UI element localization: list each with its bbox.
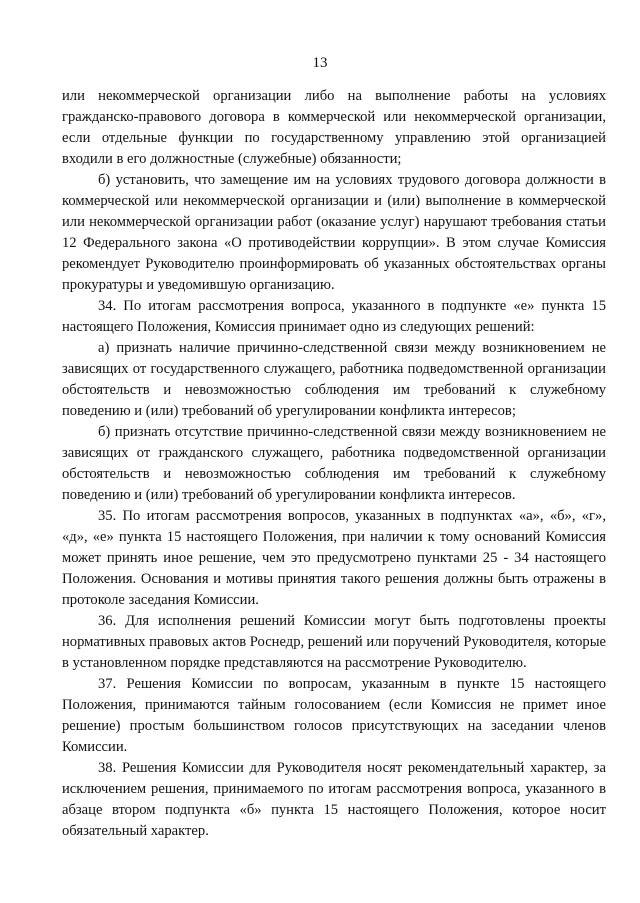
paragraph-item-37: 37. Решения Комиссии по вопросам, указанным в пункте 15 настоящего Положения, принимаются тайным голосованием (если Комиссия не примет иное решение) простым большинством голосов присутствующих на заседании членов Комиссии. [62, 676, 606, 755]
paragraph-subitem-b: б) установить, что замещение им на условиях трудового договора должности в коммерческой или некоммерческой организации и (или) выполнение в коммерческой или некоммерческой организации работ (оказание услуг) нарушают требования статьи 12 Федерального закона «О противодействии коррупции». В этом случае Комиссия рекомендует Руководителю проинформировать об указанных обстоятельствах органы прокуратуры и уведомившую организацию. [62, 172, 606, 293]
paragraph-item-35: 35. По итогам рассмотрения вопросов, указанных в подпунктах «а», «б», «г», «д», «е» пункта 15 настоящего Положения, при наличии к тому оснований Комиссия может принять иное решение, чем это предусмотрено пунктами 25 - 34 настоящего Положения. Основания и мотивы принятия такого решения должны быть отражены в протоколе заседания Комиссии. [62, 508, 606, 608]
paragraph-item-34-a: а) признать наличие причинно-следственной связи между возникновением не зависящих от государственного служащего, работника подведомственной организации обстоятельств и невозможностью соблюдения им требований к служебному поведению и (или) требований об урегулировании конфликта интересов; [62, 340, 606, 419]
document-body [62, 86, 606, 842]
paragraph-item-36: 36. Для исполнения решений Комиссии могут быть подготовлены проекты нормативных правовых актов Роснедр, решений или поручений Руководителя, которые в установленном порядке представляются на рассмотрение Руководителю. [62, 613, 606, 671]
paragraph-item-38: 38. Решения Комиссии для Руководителя носят рекомендательный характер, за исключением решения, принимаемого по итогам рассмотрения вопроса, указанного в абзаце втором подпункта «б» пункта 15 настоящего Положения, которое носит обязательный характер. [62, 760, 606, 839]
paragraph-item-34: 34. По итогам рассмотрения вопроса, указанного в подпункте «е» пункта 15 настоящего Положения, Комиссия принимает одно из следующих решений: [62, 298, 606, 335]
paragraph-continuation: или некоммерческой организации либо на выполнение работы на условиях гражданско-правового договора в коммерческой или некоммерческой организации, если отдельные функции по государственному управлению этой организацией входили в его должностные (служебные) обязанности; [62, 88, 606, 167]
page-number: 13 [312, 55, 328, 71]
paragraph-item-34-b: б) признать отсутствие причинно-следственной связи между возникновением не зависящих от гражданского служащего, работника подведомственной организации обстоятельств и невозможностью соблюдения им требований к служебному поведению и (или) требований об урегулировании конфликта интересов. [62, 424, 606, 503]
